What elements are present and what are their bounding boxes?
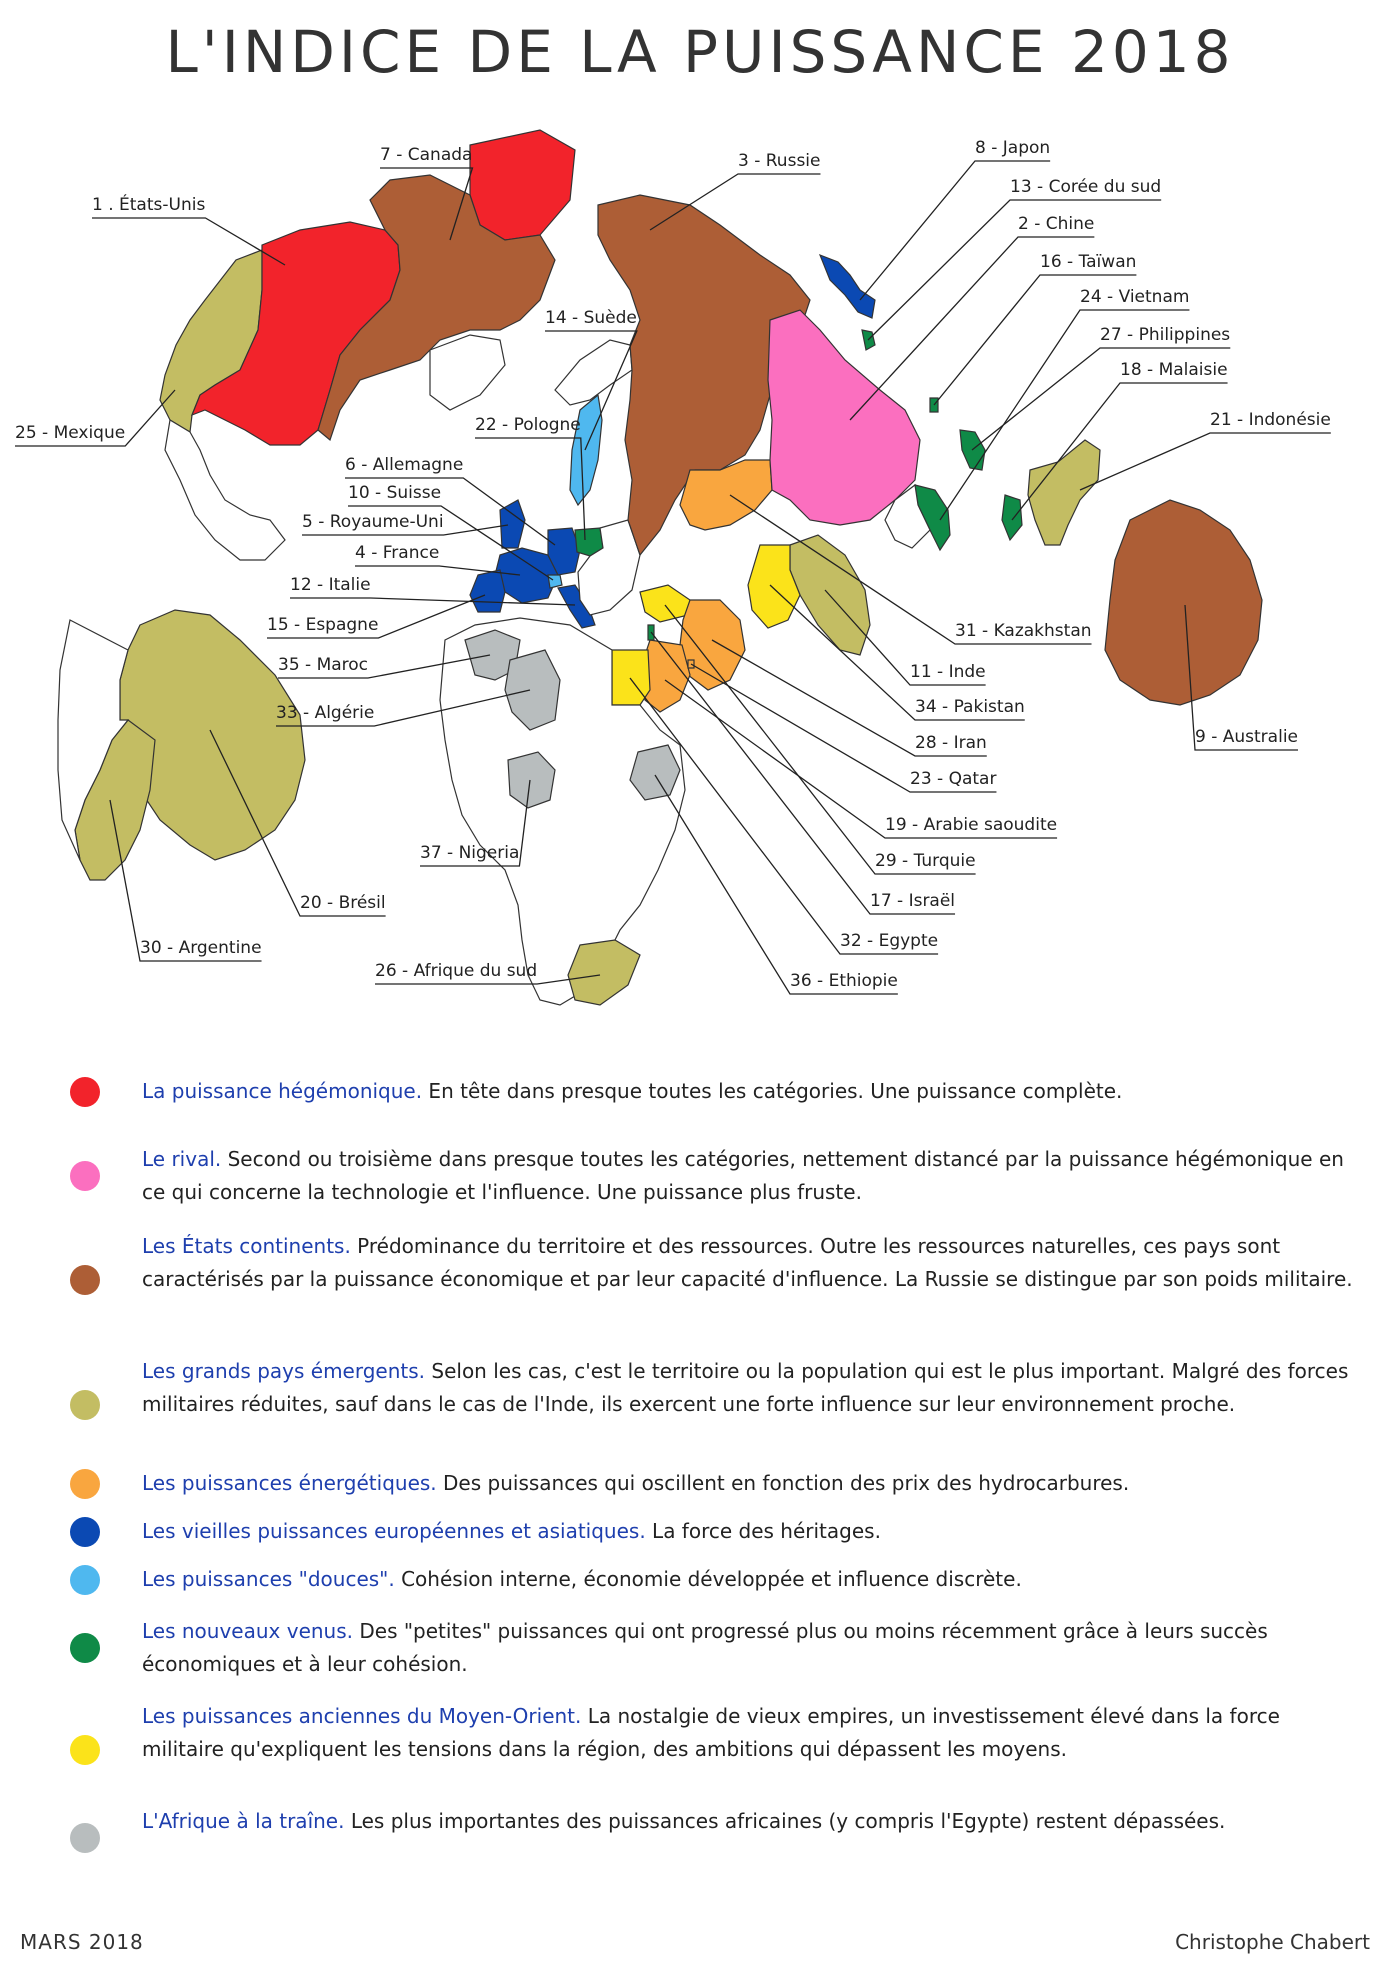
legend-text: [142, 1075, 1362, 1108]
legend-title: La puissance hégémonique.: [142, 1079, 423, 1103]
country-label-iran: 28 - Iran: [915, 733, 987, 753]
legend-description: La force des héritages.: [645, 1519, 881, 1543]
legend-description: Prédominance du territoire et des ressources. Outre les ressources naturelles, ces pays sont caractérisés par la puissance économique et par leur capacité d'influence. La Russie se distingue par son poids militaire.: [142, 1234, 1353, 1291]
legend-text: [142, 1805, 1362, 1838]
country-label-taiwan: 16 - Taïwan: [1040, 252, 1137, 272]
legend-swatch-continent: [70, 1265, 100, 1295]
legend-swatch-soft: [70, 1565, 100, 1595]
leader-line-ethiopia: [655, 775, 898, 994]
legend-text: [142, 1515, 1362, 1548]
legend-swatch-hegemon: [70, 1077, 100, 1107]
country-label-russia: 3 - Russie: [738, 151, 821, 171]
legend-description: Second ou troisième dans presque toutes les catégories, nettement distancé par la puissance hégémonique en ce qui concerne la technologie et l'influence. Une puissance plus fruste.: [142, 1147, 1344, 1204]
country-label-mexico: 25 - Mexique: [15, 423, 126, 443]
legend-swatch-rival: [70, 1161, 100, 1191]
legend-swatch-middle-east: [70, 1735, 100, 1765]
legend-swatch-emerging: [70, 1390, 100, 1420]
country-south-africa: [568, 940, 640, 1005]
country-label-morocco: 35 - Maroc: [278, 655, 369, 675]
country-label-india: 11 - Inde: [910, 662, 986, 682]
map-title: L'INDICE DE LA PUISSANCE 2018: [165, 18, 1235, 86]
country-japan: [820, 255, 875, 318]
legend-description: La nostalgie de vieux empires, un investissement élevé dans la force militaire qu'expliquent les tensions dans la région, des ambitions qui dépassent les moyens.: [142, 1704, 1280, 1761]
country-label-korea: 13 - Corée du sud: [1010, 177, 1162, 197]
country-label-france: 4 - France: [355, 543, 440, 563]
country-turkey: [640, 585, 690, 622]
country-label-nigeria: 37 - Nigeria: [420, 843, 520, 863]
country-label-poland: 22 - Pologne: [475, 415, 581, 435]
legend-text: [142, 1467, 1362, 1500]
leader-line-poland: [475, 438, 585, 540]
country-label-vietnam: 24 - Vietnam: [1080, 287, 1190, 307]
legend-title: L'Afrique à la traîne.: [142, 1809, 345, 1833]
country-kazakhstan: [680, 460, 772, 530]
legend-description: En tête dans presque toutes les catégories. Une puissance complète.: [422, 1079, 1123, 1103]
country-label-malaysia: 18 - Malaisie: [1120, 360, 1228, 380]
country-label-qatar: 23 - Qatar: [910, 769, 997, 789]
legend-text: [142, 1563, 1362, 1596]
legend-text: [142, 1230, 1362, 1296]
legend-swatch-energy: [70, 1469, 100, 1499]
legend-text: [142, 1615, 1362, 1681]
country-label-uk: 5 - Royaume-Uni: [302, 512, 444, 532]
country-label-japan: 8 - Japon: [975, 138, 1051, 158]
country-label-ethiopia: 36 - Ethiopie: [790, 971, 898, 991]
country-label-brazil: 20 - Brésil: [300, 893, 386, 913]
legend-text: [142, 1143, 1362, 1209]
country-label-saudi: 19 - Arabie saoudite: [885, 815, 1058, 835]
country-label-canada: 7 - Canada: [380, 145, 473, 165]
legend-swatch-old: [70, 1517, 100, 1547]
country-label-sweden: 14 - Suède: [545, 308, 637, 328]
territory-greenland: [430, 335, 505, 410]
country-label-turkey: 29 - Turquie: [875, 851, 976, 871]
country-label-indonesia: 21 - Indonésie: [1210, 410, 1331, 430]
country-label-italy: 12 - Italie: [290, 575, 371, 595]
legend-title: Les vieilles puissances européennes et asiatiques.: [142, 1519, 646, 1543]
legend-text: [142, 1700, 1362, 1766]
legend-description: Cohésion interne, économie développée et influence discrète.: [394, 1567, 1022, 1591]
legend-description: Les plus importantes des puissances africaines (y compris l'Egypte) restent dépassées.: [344, 1809, 1226, 1833]
legend-swatch-new: [70, 1633, 100, 1663]
country-spain: [470, 570, 505, 612]
country-china: [768, 310, 920, 525]
legend-swatch-africa: [70, 1823, 100, 1853]
country-label-china: 2 - Chine: [1018, 214, 1095, 234]
country-label-switzerland: 10 - Suisse: [348, 483, 442, 503]
footer-author: Christophe Chabert: [1175, 1930, 1370, 1954]
country-label-kazakhstan: 31 - Kazakhstan: [955, 621, 1092, 641]
country-label-egypt: 32 - Egypte: [840, 931, 939, 951]
country-label-spain: 15 - Espagne: [267, 615, 379, 635]
country-label-us: 1 . États-Unis: [92, 195, 206, 215]
legend-title: Le rival.: [142, 1147, 222, 1171]
country-label-israel: 17 - Israël: [870, 891, 956, 911]
country-label-australia: 9 - Australie: [1195, 727, 1298, 747]
country-label-pakistan: 34 - Pakistan: [915, 697, 1025, 717]
legend-title: Les puissances énergétiques.: [142, 1471, 437, 1495]
country-label-south-africa: 26 - Afrique du sud: [375, 961, 538, 981]
country-label-algeria: 33 - Algérie: [276, 703, 375, 723]
legend-text: [142, 1355, 1362, 1421]
country-indonesia: [1028, 440, 1100, 545]
country-australia: [1105, 500, 1262, 705]
legend-description: Selon les cas, c'est le territoire ou la population qui est le plus important. Malgré des forces militaires réduites, sauf dans le cas de l'Inde, ils exercent une forte influence sur leur environnement proche.: [142, 1359, 1349, 1416]
country-us-alaska: [470, 130, 575, 240]
legend-title: Les puissances anciennes du Moyen-Orient.: [142, 1704, 582, 1728]
country-sweden: [570, 395, 602, 505]
country-malaysia: [1002, 495, 1022, 540]
leader-line-indonesia: [1080, 433, 1331, 490]
country-label-argentina: 30 - Argentine: [140, 938, 262, 958]
legend-title: Les nouveaux venus.: [142, 1619, 353, 1643]
legend-title: Les États continents.: [142, 1234, 351, 1258]
country-switzerland: [548, 575, 562, 588]
legend-description: Des puissances qui oscillent en fonction des prix des hydrocarbures.: [436, 1471, 1130, 1495]
region-scandinavia: [555, 340, 632, 405]
legend-title: Les grands pays émergents.: [142, 1359, 426, 1383]
country-label-germany: 6 - Allemagne: [345, 455, 464, 475]
legend-title: Les puissances "douces".: [142, 1567, 395, 1591]
footer-date: MARS 2018: [20, 1930, 144, 1954]
country-label-philippines: 27 - Philippines: [1100, 325, 1231, 345]
legend-description: Des "petites" puissances qui ont progressé plus ou moins récemment grâce à leurs succès économiques et à leur cohésion.: [142, 1619, 1268, 1676]
